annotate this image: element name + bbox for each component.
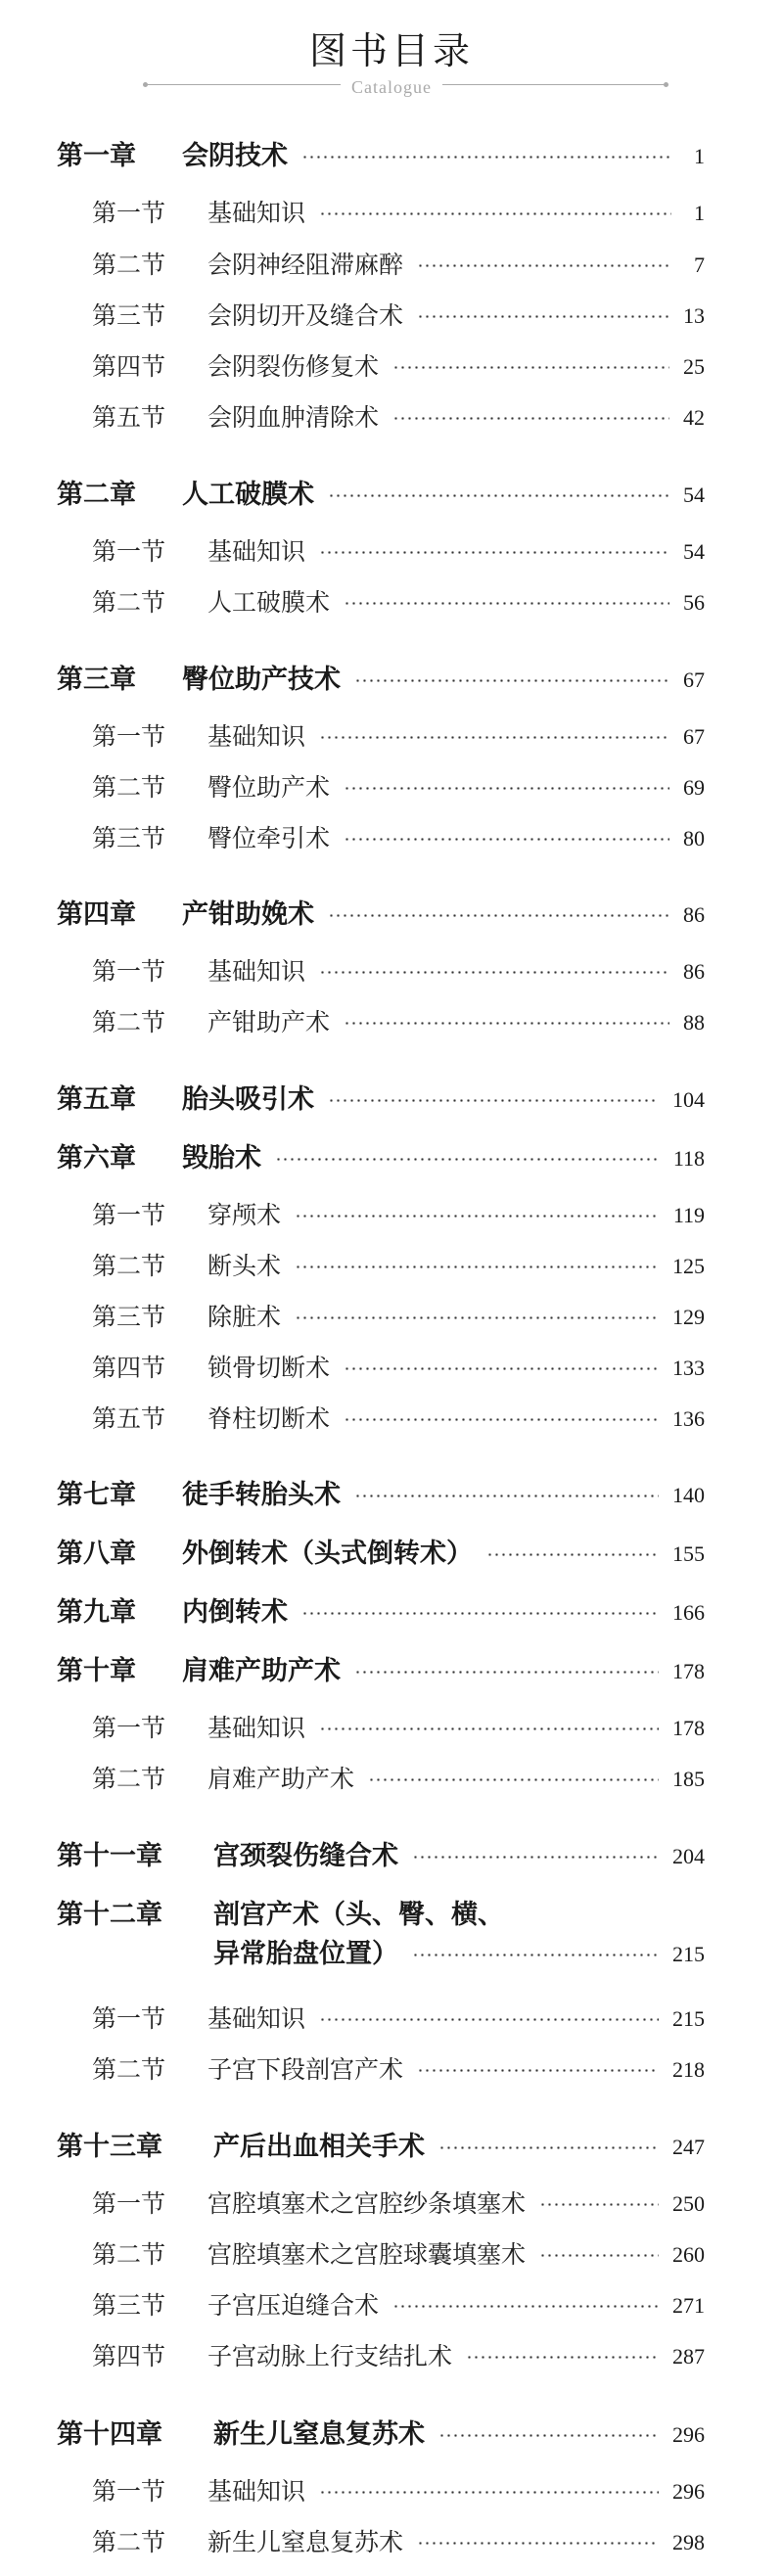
chapter-number: 第十三章 [57,2132,162,2162]
leader-dots [438,2434,659,2437]
section-number: 第一节 [92,199,166,227]
page-number: 69 [683,775,705,800]
section-number: 第一节 [92,722,166,751]
toc-chapter-entry[interactable] [0,1535,783,1574]
leader-dots [417,315,669,318]
toc-section-entry[interactable] [0,768,783,807]
page-title: 图书目录 [308,29,474,72]
leader-dots [319,2018,659,2021]
leader-dots [319,1727,659,1730]
section-number: 第二节 [92,2528,166,2556]
leader-dots [368,1778,659,1781]
toc-chapter-entry[interactable] [0,1652,783,1691]
section-number: 第二节 [92,251,166,279]
leader-dots [295,1316,659,1319]
section-number: 第一节 [92,2004,166,2033]
page-number: 287 [672,2344,705,2369]
page-number: 155 [672,1541,705,1566]
chapter-number: 第八章 [57,1539,136,1569]
toc-section-entry[interactable] [0,952,783,991]
section-title: 会阴血肿清除术 [207,403,380,432]
toc-section-entry[interactable] [0,717,783,757]
leader-dots [328,494,669,497]
chapter-number: 第十二章 [57,1900,162,1930]
leader-dots [539,2203,659,2206]
chapter-title-line2: 异常胎盘位置） [213,1939,398,1969]
chapter-title: 肩难产助产术 [182,1656,341,1686]
page-number: 271 [672,2293,705,2318]
leader-dots [301,1612,659,1615]
section-title: 会阴切开及缝合术 [207,301,404,330]
section-number: 第一节 [92,2477,166,2506]
leader-dots [417,264,671,267]
leader-dots [275,1158,660,1161]
toc-chapter-entry[interactable] [0,2415,783,2455]
leader-dots [354,679,669,682]
chapter-number: 第五章 [57,1084,136,1115]
toc-chapter-entry[interactable] [0,137,783,176]
leader-dots [344,1367,659,1370]
leader-dots [344,602,669,605]
chapter-number: 第十一章 [57,1841,162,1871]
leader-dots [392,2305,659,2308]
toc-section-entry[interactable] [0,2337,783,2376]
page-number: 67 [683,667,705,692]
section-title: 断头术 [207,1252,282,1280]
toc-chapter-entry[interactable] [0,2128,783,2167]
section-number: 第二节 [92,2240,166,2269]
page-subtitle: Catalogue [351,77,432,97]
toc-chapter-entry[interactable] [0,1081,783,1120]
page-number: 129 [672,1305,705,1329]
toc-section-entry[interactable] [0,1247,783,1286]
page-number: 86 [683,902,705,927]
chapter-title: 新生儿窒息复苏术 [213,2419,425,2450]
section-number: 第一节 [92,957,166,986]
chapter-title: 臀位助产技术 [182,665,341,695]
section-number: 第五节 [92,403,166,432]
page-number: 296 [672,2479,705,2504]
toc-section-entry[interactable] [0,1760,783,1799]
toc-section-entry[interactable] [0,2286,783,2325]
leader-dots [412,1856,659,1859]
toc-chapter-entry[interactable] [0,476,783,515]
toc-section-entry[interactable] [0,2523,783,2562]
leader-dots [354,1495,659,1497]
chapter-title: 产钳助娩术 [182,899,314,930]
section-number: 第三节 [92,2291,166,2320]
chapter-title: 毁胎术 [182,1143,261,1173]
page-number: 178 [672,1659,705,1683]
toc-section-entry[interactable] [0,194,783,233]
section-title: 子宫动脉上行支结扎术 [207,2342,453,2370]
page-number: 13 [683,303,705,328]
section-number: 第四节 [92,1354,166,1382]
section-number: 第二节 [92,588,166,617]
chapter-title: 人工破膜术 [182,480,314,510]
chapter-number: 第六章 [57,1143,136,1173]
page-number: 185 [672,1767,705,1791]
page-number: 54 [683,539,705,564]
toc-section-entry[interactable] [0,2050,783,2090]
page-number: 250 [672,2191,705,2216]
toc-section-entry[interactable] [0,1196,783,1235]
leader-dots [328,1099,659,1102]
page-number: 86 [683,959,705,984]
toc-section-entry[interactable] [0,398,783,437]
toc-section-entry[interactable] [0,2185,783,2224]
page-number: 298 [672,2530,705,2554]
section-title: 人工破膜术 [207,588,331,617]
section-title: 穿颅术 [207,1201,282,1229]
toc-chapter-entry[interactable] [0,896,783,935]
page-number: 1 [694,201,705,225]
leader-dots [412,1954,659,1956]
page-number: 42 [683,405,705,430]
toc-section-entry[interactable] [0,2235,783,2275]
section-title: 基础知识 [207,199,306,227]
section-number: 第二节 [92,2055,166,2084]
section-number: 第四节 [92,352,166,381]
chapter-number: 第四章 [57,899,136,930]
leader-dots [344,838,669,841]
leader-dots [417,2069,659,2072]
section-title: 基础知识 [207,2477,306,2506]
leader-dots [319,736,669,739]
section-title: 基础知识 [207,722,306,751]
leader-dots [301,156,671,159]
leader-dots [319,971,669,974]
section-title: 肩难产助产术 [207,1765,355,1793]
leader-dots [328,914,669,917]
section-title: 子宫下段剖宫产术 [207,2055,404,2084]
toc-section-entry[interactable] [0,246,783,285]
chapter-number: 第一章 [57,141,136,171]
toc-section-entry[interactable] [0,2472,783,2511]
section-number: 第一节 [92,2189,166,2218]
leader-dots [392,366,669,369]
section-number: 第五节 [92,1404,166,1433]
chapter-title: 内倒转术 [182,1597,288,1628]
page-number: 25 [683,354,705,379]
leader-dots [344,1418,659,1421]
chapter-title: 徒手转胎头术 [182,1480,341,1510]
toc-section-entry[interactable] [0,532,783,572]
section-title: 新生儿窒息复苏术 [207,2528,404,2556]
section-number: 第三节 [92,824,166,852]
page-number: 133 [672,1356,705,1380]
page-number: 125 [672,1254,705,1278]
toc-section-entry[interactable] [0,1349,783,1388]
chapter-number: 第十四章 [57,2419,162,2450]
toc-section-entry[interactable] [0,1400,783,1439]
chapter-title: 外倒转术（头式倒转术） [182,1539,473,1569]
chapter-number: 第十章 [57,1656,136,1686]
section-number: 第一节 [92,537,166,566]
section-number: 第二节 [92,773,166,802]
section-title: 基础知识 [207,1714,306,1742]
section-title: 子宫压迫缝合术 [207,2291,380,2320]
section-title: 基础知识 [207,2004,306,2033]
page-number: 67 [683,724,705,749]
toc-chapter-entry[interactable] [0,1476,783,1515]
section-title: 锁骨切断术 [207,1354,331,1382]
section-title: 脊柱切断术 [207,1404,331,1433]
page-number: 136 [672,1406,705,1431]
section-number: 第三节 [92,1303,166,1331]
section-title: 臀位牵引术 [207,824,331,852]
page-number: 247 [672,2135,705,2159]
page-number: 88 [683,1010,705,1035]
chapter-title: 产后出血相关手术 [213,2132,425,2162]
toc-chapter-entry[interactable] [0,1896,783,1969]
toc-section-entry[interactable] [0,583,783,622]
chapter-number: 第九章 [57,1597,136,1628]
leader-dots [295,1265,659,1268]
page-number: 54 [683,483,705,507]
section-title: 臀位助产术 [207,773,331,802]
section-title: 宫腔填塞术之宫腔球囊填塞术 [207,2240,527,2269]
leader-dots [344,787,669,790]
leader-dots [466,2356,659,2359]
section-number: 第三节 [92,301,166,330]
chapter-number: 第三章 [57,665,136,695]
section-number: 第二节 [92,1008,166,1036]
section-title: 会阴神经阻滞麻醉 [207,251,404,279]
leader-dots [319,2491,659,2494]
chapter-title: 胎头吸引术 [182,1084,314,1115]
toc-chapter-entry[interactable] [0,1139,783,1178]
leader-dots [354,1671,659,1674]
leader-dots [438,2146,659,2149]
leader-dots [295,1215,660,1218]
chapter-title: 剖宫产术（头、臀、横、 [213,1900,504,1930]
section-title: 基础知识 [207,957,306,986]
page-number: 1 [694,144,705,168]
page-number: 215 [672,1942,705,1966]
section-title: 除脏术 [207,1303,282,1331]
leader-dots [392,417,669,420]
toc-section-entry[interactable] [0,1298,783,1337]
page-number: 140 [672,1483,705,1507]
section-number: 第一节 [92,1201,166,1229]
toc-chapter-entry[interactable] [0,1837,783,1876]
leader-dots [319,551,669,554]
chapter-title: 宫颈裂伤缝合术 [213,1841,398,1871]
toc-section-entry[interactable] [0,2000,783,2039]
toc-chapter-entry[interactable] [0,1593,783,1633]
section-title: 产钳助产术 [207,1008,331,1036]
section-number: 第一节 [92,1714,166,1742]
page-number: 178 [672,1716,705,1740]
section-number: 第二节 [92,1765,166,1793]
page-number: 204 [672,1844,705,1868]
leader-dots [539,2254,659,2257]
section-number: 第四节 [92,2342,166,2370]
toc-section-entry[interactable] [0,347,783,387]
page-number: 104 [672,1087,705,1112]
leader-dots [486,1553,659,1556]
page-number: 7 [694,253,705,277]
page-number: 215 [672,2006,705,2031]
page-number: 260 [672,2242,705,2267]
toc-section-entry[interactable] [0,1709,783,1748]
section-title: 宫腔填塞术之宫腔纱条填塞术 [207,2189,527,2218]
chapter-number: 第七章 [57,1480,136,1510]
section-title: 基础知识 [207,537,306,566]
page-number: 119 [672,1203,705,1227]
page-number: 80 [683,826,705,851]
chapter-number: 第二章 [57,480,136,510]
leader-dots [344,1022,669,1025]
page-number: 296 [672,2422,705,2447]
page-number: 166 [672,1600,705,1625]
section-number: 第二节 [92,1252,166,1280]
page-number: 56 [683,590,705,615]
section-title: 会阴裂伤修复术 [207,352,380,381]
chapter-title: 会阴技术 [182,141,288,171]
leader-dots [417,2542,659,2545]
page-number: 118 [672,1146,705,1171]
toc-section-entry[interactable] [0,297,783,336]
page-number: 218 [672,2057,705,2082]
leader-dots [319,212,671,215]
toc-section-entry[interactable] [0,819,783,858]
toc-chapter-entry[interactable] [0,661,783,700]
toc-section-entry[interactable] [0,1003,783,1042]
